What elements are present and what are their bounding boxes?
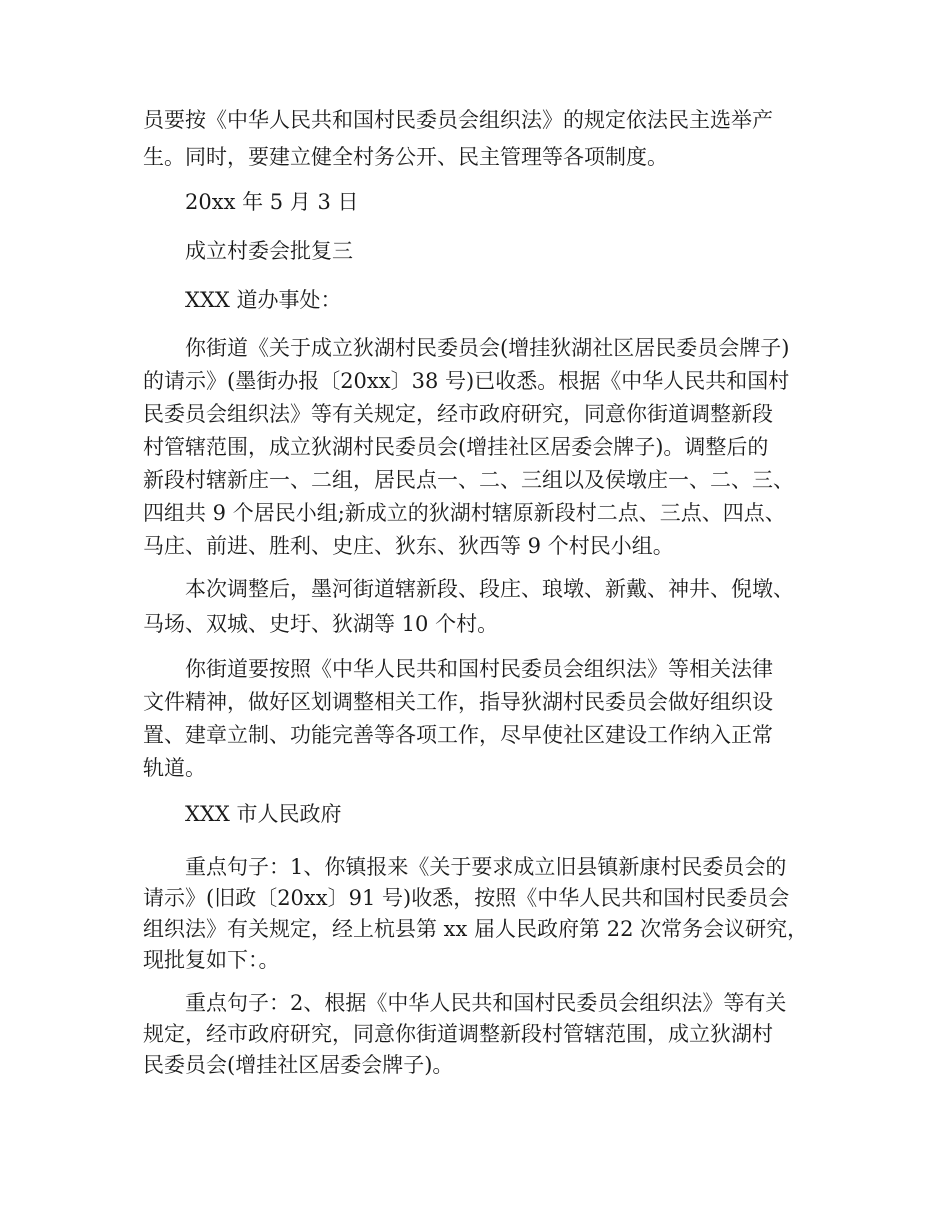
- addressee-line: [143, 287, 833, 314]
- text-line: 民委员会(增挂社区居委会牌子)。: [143, 1053, 454, 1077]
- text-line: 你街道《关于成立狄湖村民委员会(增挂狄湖社区居民委员会牌子): [185, 336, 790, 360]
- section-heading: [143, 238, 833, 265]
- text-line: 请示》(旧政〔20xx〕91 号)收悉，按照《中华人民共和国村民委员会: [143, 886, 790, 910]
- key-sentence-1: [143, 854, 833, 974]
- text-line: 文件精神，做好区划调整相关工作，指导狄湖村民委员会做好组织设: [143, 690, 773, 714]
- key-sentence-2: [143, 990, 833, 1079]
- text-line: 的请示》(墨街办报〔20xx〕38 号)已收悉。根据《中华人民共和国村: [143, 369, 790, 393]
- text-line: 组织法》有关规定，经上杭县第 xx 届人民政府第 22 次常务会议研究，: [143, 917, 809, 941]
- paragraph-after-adjustment: [143, 576, 833, 638]
- text-line: 民委员会组织法》等有关规定，经市政府研究，同意你街道调整新段: [143, 402, 773, 426]
- text-line: 你街道要按照《中华人民共和国村民委员会组织法》等相关法律: [185, 657, 773, 681]
- text-line: 规定，经市政府研究，同意你街道调整新段村管辖范围，成立狄湖村: [143, 1022, 773, 1046]
- text-line: 四组共 9 个居民小组;新成立的狄湖村辖原新段村二点、三点、四点、: [143, 501, 786, 525]
- paragraph-instructions: [143, 656, 833, 782]
- date-line: [143, 189, 833, 216]
- text-line: 轨道。: [143, 756, 206, 780]
- signature-line: [143, 801, 833, 828]
- text-line: XXX 道办事处：: [185, 288, 342, 312]
- text-line: 生。同时，要建立健全村务公开、民主管理等各项制度。: [143, 145, 668, 169]
- text-line: 现批复如下：。: [143, 948, 280, 972]
- text-line: 马庄、前进、胜利、史庄、狄东、狄西等 9 个村民小组。: [143, 534, 674, 558]
- text-line: 重点句子：2、根据《中华人民共和国村民委员会组织法》等有关: [185, 991, 787, 1015]
- text-line: XXX 市人民政府: [185, 802, 342, 826]
- text-line: 重点句子：1、你镇报来《关于要求成立旧县镇新康村民委员会的: [185, 855, 787, 879]
- text-line: 成立村委会批复三: [185, 239, 353, 263]
- text-line: 置、建章立制、功能完善等各项工作，尽早使社区建设工作纳入正常: [143, 723, 773, 747]
- text-line: 新段村辖新庄一、二组，居民点一、二、三组以及侯墩庄一、二、三、: [143, 468, 794, 492]
- text-line: 村管辖范围，成立狄湖村民委员会(增挂社区居委会牌子)。调整后的: [143, 435, 769, 459]
- text-line: 本次调整后，墨河街道辖新段、段庄、琅墩、新戴、神井、倪墩、: [185, 577, 794, 601]
- text-line: 马场、双城、史圩、狄湖等 10 个村。: [143, 612, 499, 636]
- paragraph-continuation: [143, 107, 833, 171]
- text-line: 员要按《中华人民共和国村民委员会组织法》的规定依法民主选举产: [143, 108, 773, 132]
- paragraph-approval: [143, 335, 833, 560]
- text-line: 20xx 年 5 月 3 日: [185, 190, 359, 214]
